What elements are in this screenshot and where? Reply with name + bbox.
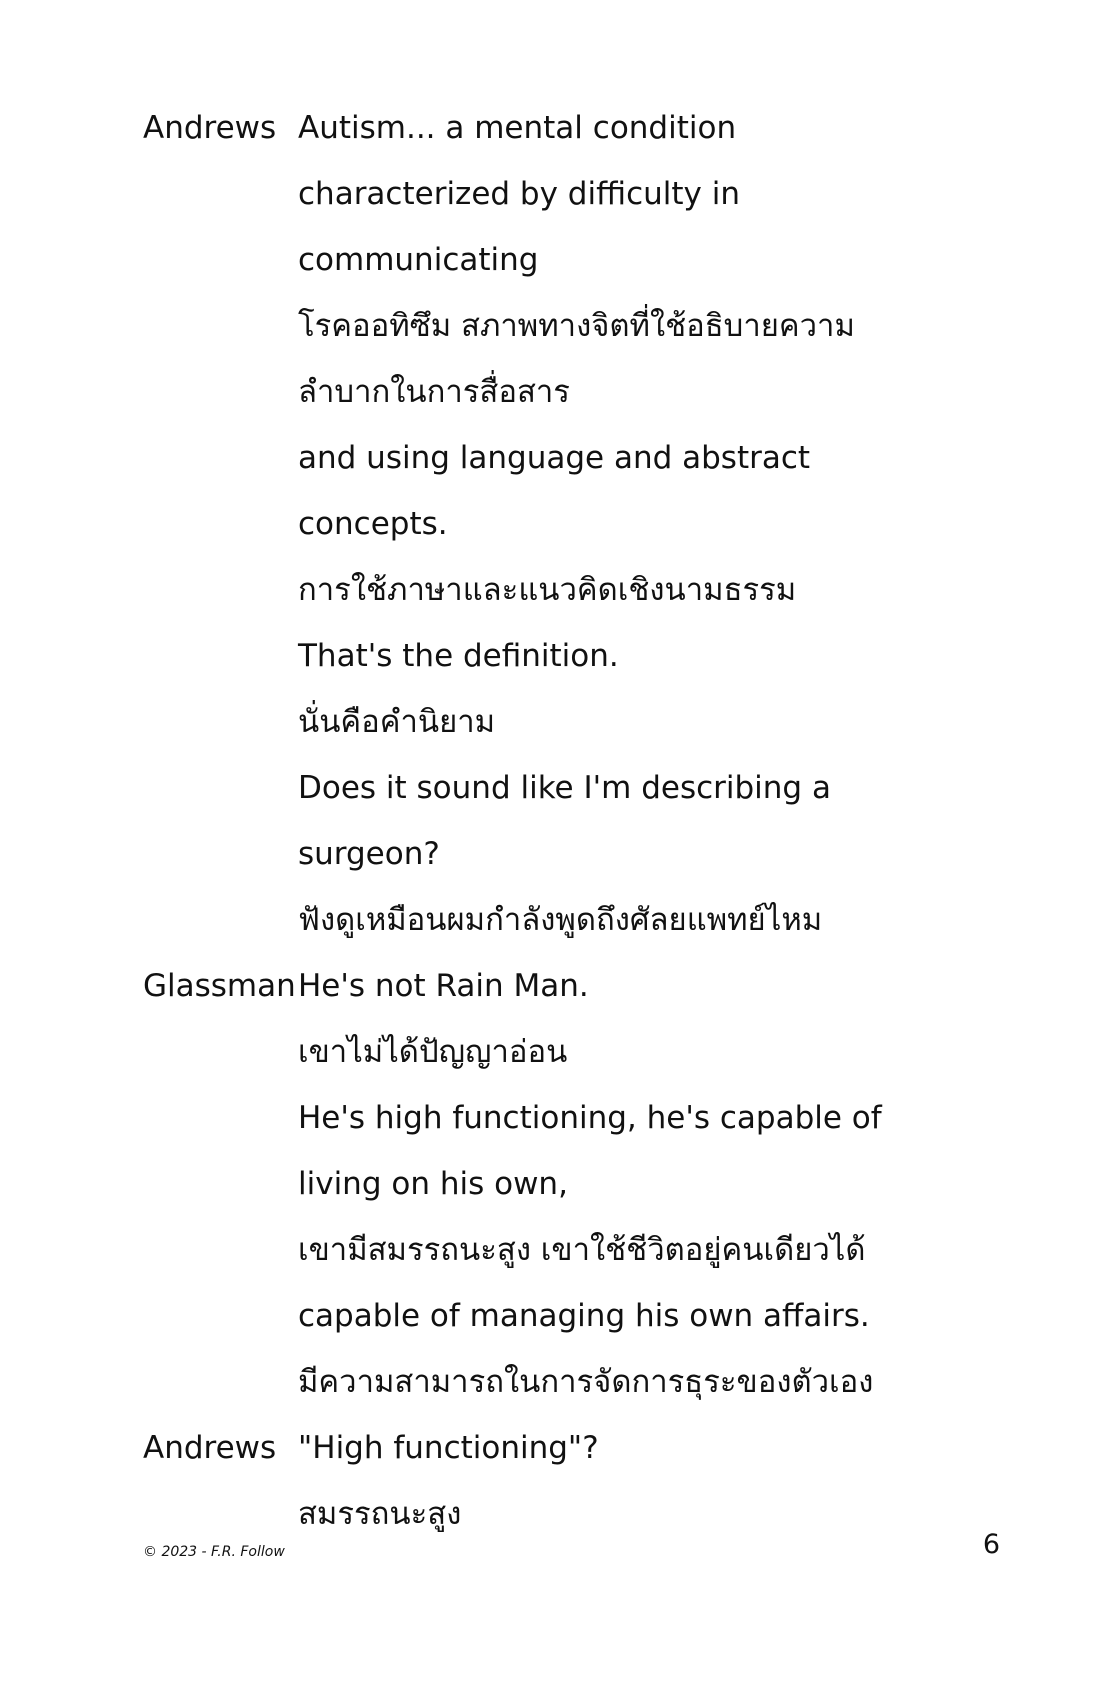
dialogue-line: concepts. bbox=[298, 506, 448, 542]
dialogue-line: capable of managing his own affairs. bbox=[298, 1298, 870, 1334]
dialogue-line: and using language and abstract bbox=[298, 440, 811, 476]
dialogue-line: surgeon? bbox=[298, 836, 440, 872]
dialogue-block bbox=[143, 95, 1003, 953]
dialogue-line: He's high functioning, he's capable of bbox=[298, 1100, 882, 1136]
dialogue-line-thai: เขามีสมรรถนะสูง เขาใช้ชีวิตอยู่คนเดียวได้ bbox=[298, 1232, 866, 1268]
dialogue-lines bbox=[298, 1415, 1003, 1547]
dialogue-block bbox=[143, 1415, 1003, 1547]
dialogue-line: communicating bbox=[298, 242, 539, 278]
speaker-name: Glassman bbox=[143, 968, 296, 1004]
dialogue-line: Autism... a mental condition bbox=[298, 110, 737, 146]
dialogue-line: Does it sound like I'm describing a bbox=[298, 770, 831, 806]
dialogue-line-thai: การใช้ภาษาและแนวคิดเชิงนามธรรม bbox=[298, 572, 797, 608]
dialogue-line-thai: สมรรถนะสูง bbox=[298, 1496, 462, 1532]
dialogue-line: characterized by difficulty in bbox=[298, 176, 740, 212]
dialogue-line-thai: เขาไม่ได้ปัญญาอ่อน bbox=[298, 1034, 568, 1070]
dialogue-line: That's the definition. bbox=[298, 638, 619, 674]
dialogue-line: "High functioning"? bbox=[298, 1430, 599, 1466]
dialogue-line-thai: โรคออทิซึม สภาพทางจิตที่ใช้อธิบายความ bbox=[298, 308, 855, 344]
dialogue-line: He's not Rain Man. bbox=[298, 968, 589, 1004]
dialogue-line: living on his own, bbox=[298, 1166, 568, 1202]
speaker-name: Andrews bbox=[143, 1430, 277, 1466]
script-dialogue bbox=[143, 95, 1003, 1547]
dialogue-block bbox=[143, 953, 1003, 1415]
dialogue-lines bbox=[298, 953, 1003, 1415]
copyright-notice: © 2023 - F.R. Follow bbox=[143, 1544, 285, 1560]
page-number: 6 bbox=[982, 1529, 1000, 1560]
dialogue-lines bbox=[298, 95, 1003, 953]
dialogue-line-thai: ฟังดูเหมือนผมกำลังพูดถึงศัลยแพทย์ไหม bbox=[298, 902, 823, 938]
dialogue-line-thai: นั่นคือคำนิยาม bbox=[298, 704, 496, 740]
dialogue-line-thai: ลำบากในการสื่อสาร bbox=[298, 374, 570, 410]
dialogue-line-thai: มีความสามารถในการจัดการธุระของตัวเอง bbox=[298, 1364, 874, 1400]
speaker-name: Andrews bbox=[143, 110, 277, 146]
